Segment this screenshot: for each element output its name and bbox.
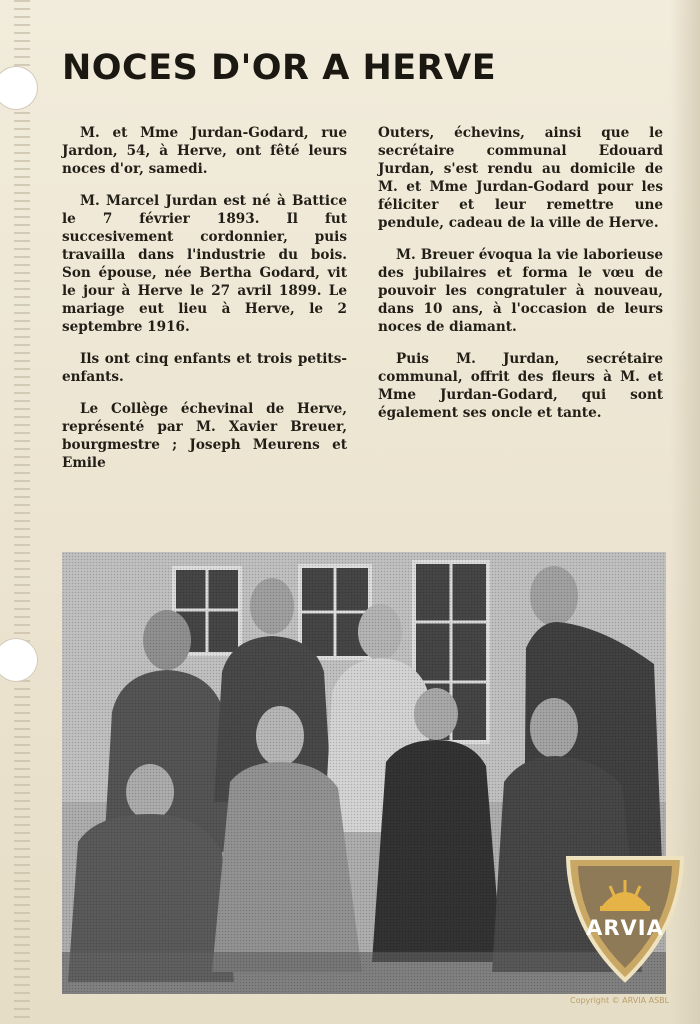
paragraph: Puis M. Jurdan, secrétaire communal, offrit des fleurs à M. et Mme Jurdan-Godard, qui sont également ses oncle et tante.: [378, 351, 663, 421]
paragraph: M. Breuer évoqua la vie laborieuse des jubilaires et forma le vœu de pouvoir les congratuler à nouveau, dans 10 ans, à l'occasion de leurs noces de diamant.: [378, 247, 663, 335]
paragraph: Outers, échevins, ainsi que le secrétaire communal Edouard Jurdan, s'est rendu au domicile de M. et Mme Jurdan-Godard pour les féliciter et leur remettre une pendule, cadeau de la ville de Herve.: [378, 125, 663, 231]
paragraph: M. et Mme Jurdan-Godard, rue Jardon, 54, à Herve, ont fêté leurs noces d'or, samedi.: [62, 125, 347, 177]
arvia-logo: [562, 850, 688, 988]
arvia-logo-text: ARVIA: [586, 916, 664, 940]
paragraph: Ils ont cinq enfants et trois petits-enfants.: [62, 351, 347, 385]
paragraph: Le Collège échevinal de Herve, représenté par M. Xavier Breuer, bourgmestre ; Joseph Meurens et Emile: [62, 401, 347, 471]
article-column-right: [378, 124, 663, 436]
punch-hole-bottom: [0, 638, 38, 682]
article-headline: NOCES D'OR A HERVE: [62, 48, 497, 88]
copyright-notice: Copyright © ARVIA ASBL: [570, 996, 670, 1005]
paragraph: M. Marcel Jurdan est né à Battice le 7 février 1893. Il fut succesivement cordonnier, puis travailla dans l'industrie du bois. Son épouse, née Bertha Godard, vit le jour à Herve le 27 avril 1899. Le mariage eut lieu à Herve, le 2 septembre 1916.: [62, 193, 347, 335]
perforation-strip: [14, 0, 30, 1024]
article-column-left: [62, 124, 347, 486]
punch-hole-top: [0, 66, 38, 110]
